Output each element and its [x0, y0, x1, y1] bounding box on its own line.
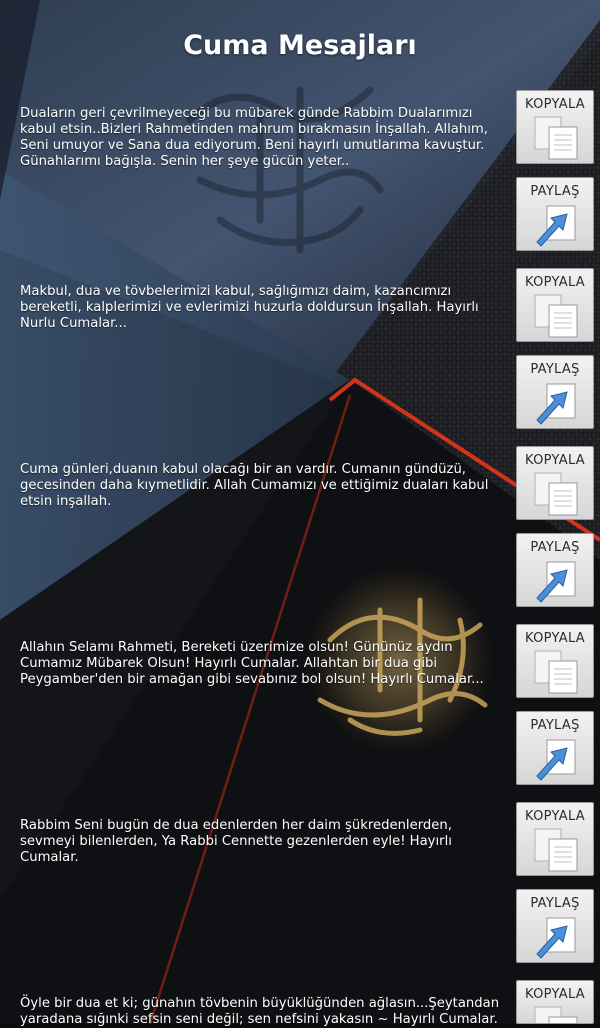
message-text: Makbul, dua ve tövbelerimizi kabul, sağlığımızı daim, kazancımızı bereketli, kalplerimizi ve evlerimizi huzurla doldursun İnşallah. Hayırlı Nurlu Cumalar...: [20, 284, 479, 331]
message-text: Cuma günleri,duanın kabul olacağı bir an vardır. Cumanın gündüzü, gecesinden daha kıymetlidir. Allah Cumamızı ve ettiğimiz duaları kabul etsin inşallah.: [20, 462, 489, 509]
copy-button[interactable]: [516, 446, 594, 520]
copy-button-label: KOPYALA: [525, 275, 585, 290]
message-text: Allahın Selamı Rahmeti, Bereketi üzerimize olsun! Gününüz aydın Cumamız Mübarek Olsun! Hayırlı Cumalar. Allahtan bir dua gibi Peygamber'den bir amağan gibi sevabınız bol olsun! Hayırlı Cumalar...: [20, 640, 484, 687]
share-button-label: PAYLAŞ: [530, 896, 580, 911]
copy-pages-icon: [533, 649, 581, 695]
copy-pages-icon: [533, 115, 581, 161]
share-arrow-icon: [533, 380, 581, 426]
copy-pages-icon: [533, 827, 581, 873]
share-button-label: PAYLAŞ: [530, 362, 580, 377]
share-button-label: PAYLAŞ: [530, 184, 580, 199]
copy-button[interactable]: [516, 624, 594, 698]
message-text: Öyle bir dua et ki; günahın tövbenin büyüklüğünden ağlasın...Şeytandan yaradana sığınki sefsin seni değil; sen nefsini yakasın ~ Hayırlı Cumalar.: [20, 996, 500, 1027]
share-arrow-icon: [533, 558, 581, 604]
share-button[interactable]: [516, 711, 594, 785]
copy-button[interactable]: [516, 802, 594, 876]
share-button[interactable]: [516, 889, 594, 963]
copy-pages-icon: [533, 1005, 581, 1024]
message-text: Rabbim Seni bugün de dua edenlerden her daim şükredenlerden, sevmeyi bilenlerden, Ya Rabbi Cennette gezenlerden eyle! Hayırlı Cumalar.: [20, 818, 452, 865]
copy-button-label: KOPYALA: [525, 97, 585, 112]
copy-button[interactable]: [516, 980, 594, 1024]
copy-button-label: KOPYALA: [525, 987, 585, 1002]
share-arrow-icon: [533, 202, 581, 248]
copy-pages-icon: [533, 293, 581, 339]
message-text: Duaların geri çevrilmeyeceği bu mübarek günde Rabbim Dualarımızı kabul etsin..Bizleri Rahmetinden mahrum bırakmasın İnşallah. Allahım, Seni umuyor ve Sana dua ediyorum. Beni hayırlı umutlarıma kavuştur. Günahlarımı bağışla. Senin her şeye gücün yeter..: [20, 106, 488, 169]
share-arrow-icon: [533, 736, 581, 782]
copy-button-label: KOPYALA: [525, 809, 585, 824]
copy-button-label: KOPYALA: [525, 453, 585, 468]
copy-button-label: KOPYALA: [525, 631, 585, 646]
share-button[interactable]: [516, 533, 594, 607]
share-button-label: PAYLAŞ: [530, 540, 580, 555]
copy-pages-icon: [533, 471, 581, 517]
page-title: Cuma Mesajları: [183, 30, 417, 61]
share-button[interactable]: [516, 355, 594, 429]
share-button[interactable]: [516, 177, 594, 251]
share-arrow-icon: [533, 914, 581, 960]
share-button-label: PAYLAŞ: [530, 718, 580, 733]
copy-button[interactable]: [516, 268, 594, 342]
copy-button[interactable]: [516, 90, 594, 164]
